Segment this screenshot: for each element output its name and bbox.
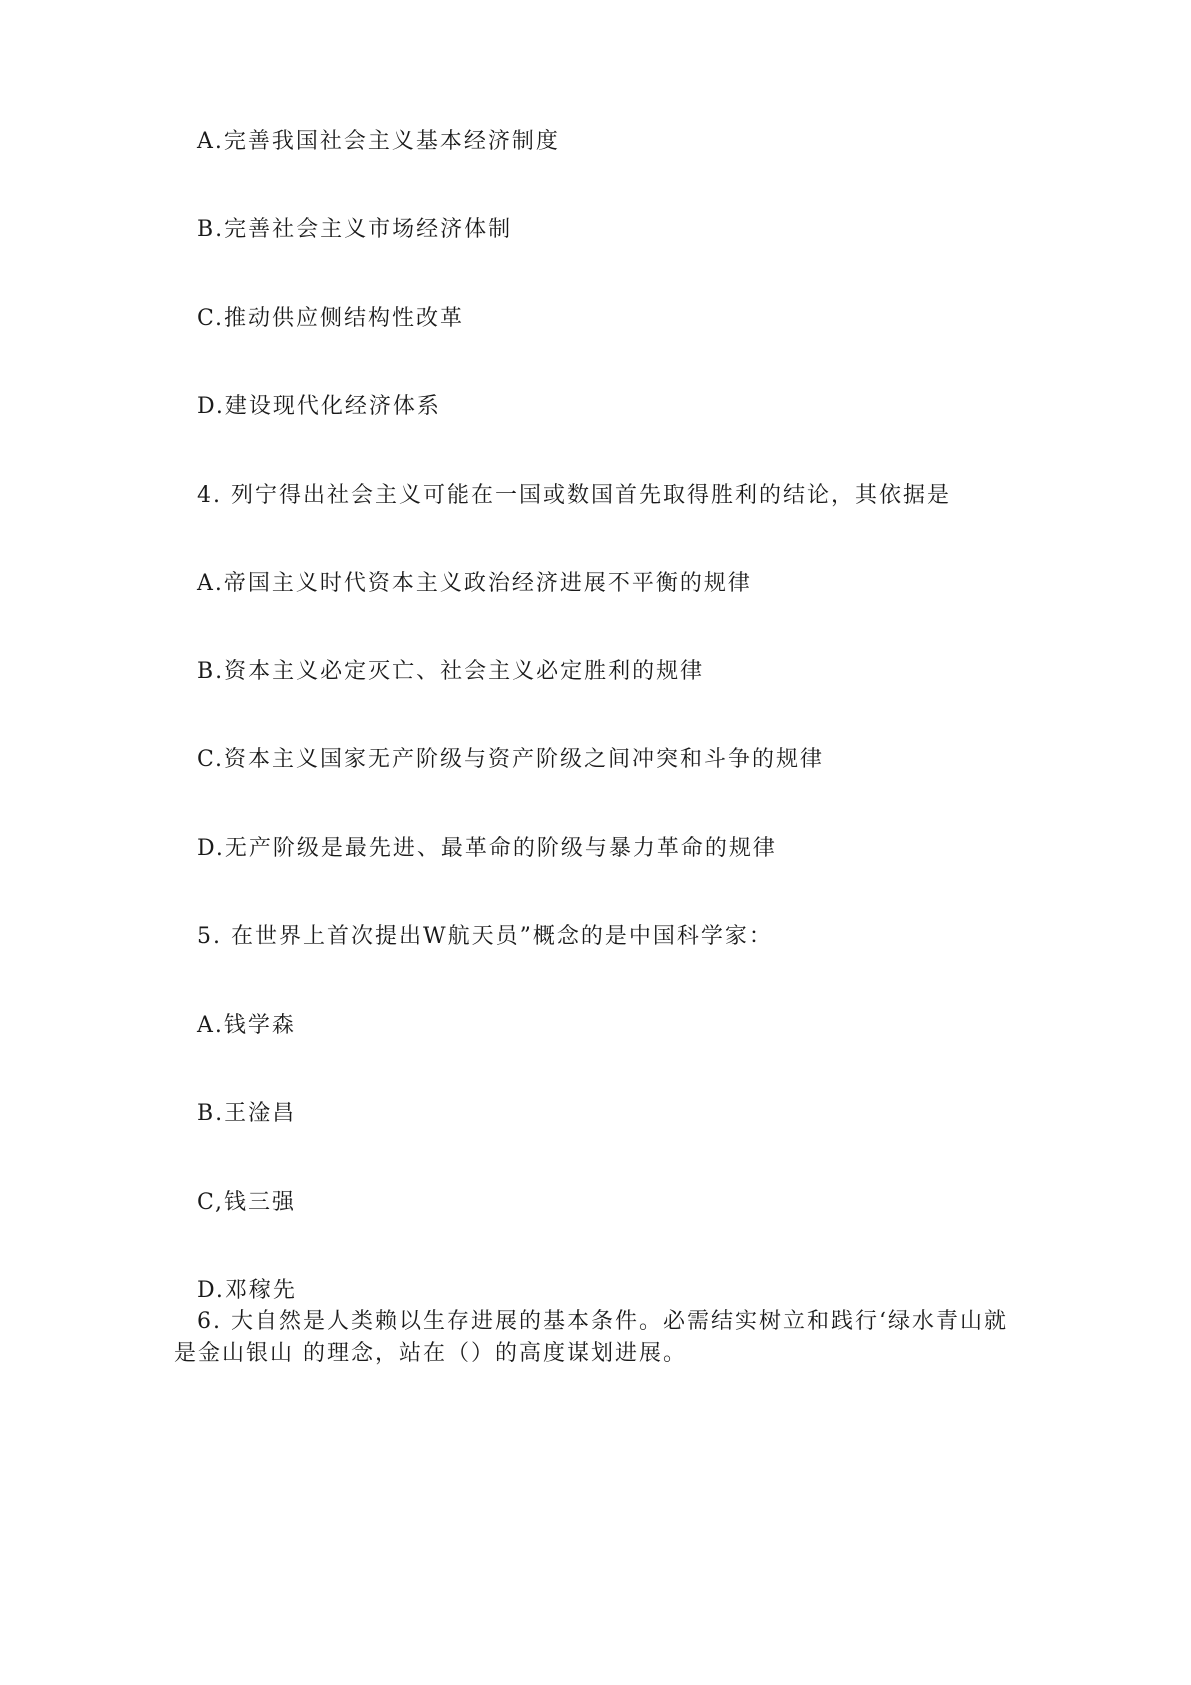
option-3b: B.完善社会主义市场经济体制 bbox=[197, 217, 513, 242]
option-3a: A.完善我国社会主义基本经济制度 bbox=[197, 129, 560, 154]
option-4b: B.资本主义必定灭亡、社会主义必定胜利的规律 bbox=[197, 659, 705, 684]
option-4c: C.资本主义国家无产阶级与资产阶级之间冲突和斗争的规律 bbox=[197, 747, 825, 772]
question-6-line-1: 6. 大自然是人类赖以生存进展的基本条件。必需结实树立和践行‘绿水青山就 bbox=[197, 1309, 1008, 1334]
option-5b: B.王淦昌 bbox=[197, 1101, 297, 1126]
option-5a: A.钱学森 bbox=[197, 1013, 296, 1038]
option-5c: C,钱三强 bbox=[197, 1190, 297, 1215]
option-4a: A.帝国主义时代资本主义政治经济进展不平衡的规律 bbox=[197, 571, 752, 596]
question-4: 4. 列宁得出社会主义可能在一国或数国首先取得胜利的结论，其依据是 bbox=[197, 483, 951, 508]
option-5d: D.邓稼先 bbox=[197, 1278, 297, 1303]
question-6 bbox=[174, 1306, 1034, 1370]
question-6-line-2: 是金山银山 的理念，站在（）的高度谋划进展。 bbox=[174, 1341, 687, 1366]
option-3d: D.建设现代化经济体系 bbox=[197, 394, 441, 419]
option-4d: D.无产阶级是最先进、最革命的阶级与暴力革命的规律 bbox=[197, 836, 777, 861]
question-5: 5. 在世界上首次提出W航天员”概念的是中国科学家： bbox=[197, 924, 773, 949]
option-3c: C.推动供应侧结构性改革 bbox=[197, 306, 465, 331]
